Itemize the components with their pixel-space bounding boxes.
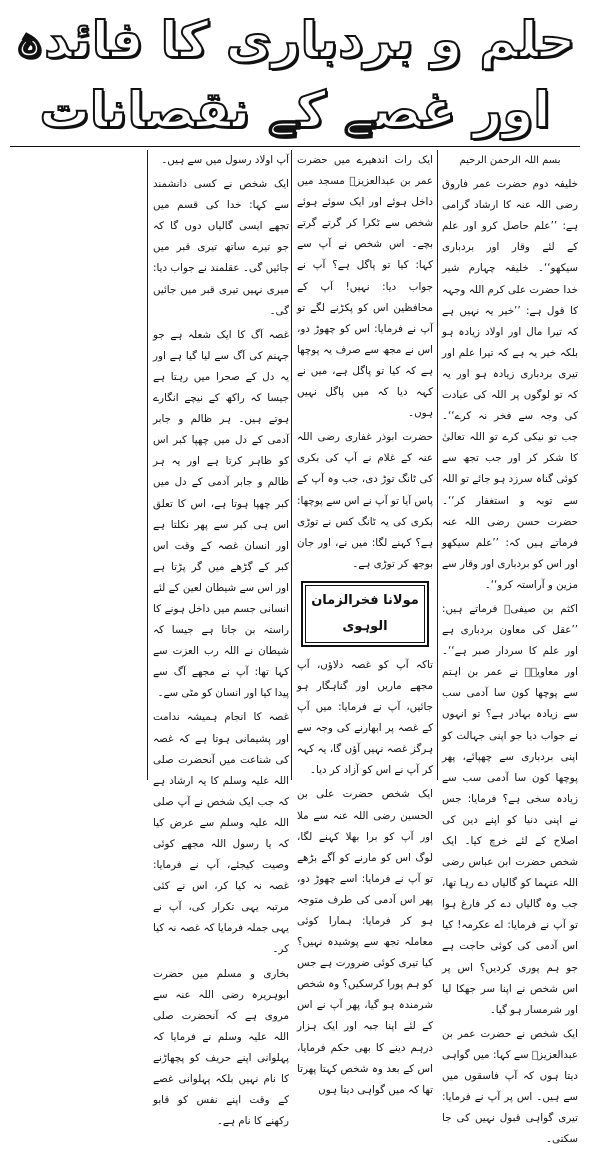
- column-divider: [291, 150, 292, 780]
- column-4: [8, 150, 144, 782]
- paragraph: ایک شخص نے کسی دانشمند سے کہا: خدا کی قسم میں تجھے ایسی گالیاں دوں گا کہ جو تیرے ساتھ تیری قبر میں جائیں گی۔ عقلمند نے جواب دیا: میری نہیں تیری قبر میں جائیں گی۔: [153, 178, 289, 317]
- paragraph: اکثم بن صیفیؒ فرماتے ہیں: ’’عقل کی معاون بردباری ہے اور علم کا سردار صبر ہے‘‘۔ اور معاویہؓ نے عمر بن اہتم سے پوچھا کون سا آدمی سب سے زیادہ بہادر ہے؟ تو انہوں نے جواب دیا جو اپنی جہالت کو اپنی بردباری سے چھپائے، پھر پوچھا کون سا آدمی سب سے زیادہ سخی ہے؟ فرمایا: جس نے اپنی دنیا کو اپنے دین کی اصلاح کے لئے خرچ کیا۔ ایک شخص حضرت ابن عباس رضی اللہ عنہما کو گالیاں دے رہا تھا، جب وہ گالیاں دے کر فارغ ہوا تو آپ نے فرمایا: اے عکرمہ! کیا اس آدمی کی کوئی حاجت ہے جو ہم پوری کردیں؟ اس پر اس شخص نے اپنا سر جھکا لیا اور شرمسار ہو گیا۔: [442, 602, 578, 1016]
- paragraph: غصہ کا انجام ہمیشہ ندامت اور پشیمانی ہوتا ہے کہ غصہ کی شناعت میں آنحضرت صلی اللہ علیہ وسلم کا یہ ارشاد ہے کہ جب ایک شخص نے آپ صلی اللہ علیہ وسلم سے عرض کیا کہ یا رسول اللہ مجھے کوئی وصیت کیجئے، آپ نے فرمایا: غصہ نہ کیا کر، اس نے کئی مرتبہ یہی تکرار کی، آپ نے یہی جملہ فرمایا کہ غصہ نہ کیا کر۔: [153, 711, 289, 956]
- title-line-1: حلم و بردباری کا فائدہ: [14, 11, 576, 69]
- paragraph: آپ اولاد رسول میں سے ہیں۔: [161, 154, 289, 166]
- paragraph: بخاری و مسلم میں حضرت ابوہریرہ رضی اللہ عنہ سے مروی ہے کہ آنحضرت صلی اللہ علیہ وسلم نے فرمایا کہ پہلوانی اپنے حریف کو پچھاڑنے کا نام نہیں بلکہ پہلوانی غصے کے وقت اپنے نفس کو قابو رکھنے کا نام ہے۔: [153, 967, 289, 1128]
- author-box: [301, 581, 429, 647]
- title-divider: [10, 146, 580, 147]
- column-3: [153, 150, 289, 1128]
- column-1: [442, 150, 578, 1146]
- author-name: مولانا فخرالزمان الوہوی: [305, 585, 425, 643]
- column-2: [297, 150, 433, 1096]
- paragraph: غصہ آگ کا ایک شعلہ ہے جو جہنم کی آگ سے لیا گیا ہے اور یہ دل کے صحرا میں رہتا ہے جیسا کہ راکھ کے نیچے انگارے ہوتے ہیں۔ ہر ظالم و جابر آدمی کے دل میں چھپا کبر اس کو ظاہر کرتا ہے اور یہ ہر ظالم و جابر آدمی کے دل میں کبر چھپا ہوتا ہے، اس کا تعلق اس ہی کبر سے پھر نکلتا ہے اور انسان غصہ کے وقت اس کبر کے گڑھے میں گر پڑتا ہے اور اس سے شیطان لعین کے لئے انسانی جسم میں داخل ہونے کا راستہ بن جاتا ہے جیسا کہ شیطان نے اللہ رب العزت سے کہا تھا: آپ نے مجھے آگ سے پیدا کیا اور انسان کو مٹی سے۔: [153, 328, 289, 700]
- column-divider: [437, 150, 438, 780]
- title-line-2: اور غصے کے نقصانات: [39, 81, 551, 139]
- paragraph: تاکہ آپ کو غصہ دلاؤں، آپ مجھے ماریں اور گناہگار ہو جائیں، آپ نے فرمایا: میں آپ کے غصہ پر ابھارنے کی وجہ سے ہرگز غصہ نہیں آؤں گا، یہ کہہ کر آپ نے اس کو آزاد کر دیا۔: [297, 658, 433, 777]
- column-divider: [147, 150, 148, 780]
- paragraph: خلیفہ دوم حضرت عمر فاروق رضی اللہ عنہ کا ارشاد گرامی ہے: ’’علم حاصل کرو اور علم کے لئے وقار اور بردباری سیکھو‘‘۔ خلیفہ چہارم شیر خدا حضرت علی کرم اللہ وجہہ کا قول ہے: ’’خیر یہ نہیں ہے کہ تیرا مال اور اولاد زیادہ ہو بلکہ خیر یہ ہے کہ تیرا علم اور تیری بردباری زیادہ ہو اور یہ کہ تو لوگوں پر اللہ کی عبادت کی وجہ سے فخر نہ کرے‘‘۔ جب تو نیکی کرے تو اللہ تعالیٰ کا شکر کر اور جب تجھ سے کوئی گناہ سرزد ہو جائے تو اللہ سے توبہ و استغفار کر‘‘۔ حضرت حسن رضی اللہ عنہ فرماتے ہیں کہ: ’’علم سیکھو اور اس کو بردباری اور وقار سے مزین و آراستہ کرو‘‘۔: [442, 178, 578, 591]
- basmala: بسم اللہ الرحمن الرحیم: [459, 155, 561, 166]
- paragraph: حضرت ابوذر غفاری رضی اللہ عنہ کے غلام نے آپ کی بکری کی ٹانگ توڑ دی، جب وہ آپ کے پاس آیا تو آپ نے اس سے پوچھا: بکری کی یہ ٹانگ کس نے توڑی ہے؟ کہنے لگا: میں نے، اور جان بوجھ کر توڑی ہے۔: [297, 431, 433, 570]
- paragraph: ایک رات اندھیرے میں حضرت عمر بن عبدالعزیزؒ مسجد میں داخل ہوئے اور ایک سوئے ہوئے شخص سے ٹکرا کر گرتے گرتے بچے۔ اس شخص نے آپ سے کہا: کیا تو پاگل ہے؟ آپ نے جواب دیا: نہیں! آپ کے محافظین اس کو پکڑنے لگے تو آپ نے فرمایا: اس کو چھوڑ دو، اس نے مجھ سے صرف یہ پوچھا ہے کہ کیا تو پاگل ہے، میں نے کہہ دیا کہ میں پاگل نہیں ہوں۔: [297, 154, 433, 420]
- paragraph: ایک شخص نے حضرت عمر بن عبدالعزیزؒ سے کہا: میں گواہی دیتا ہوں کہ آپ فاسقوں میں سے ہیں۔ اس پر آپ نے فرمایا: تیری گواہی قبول نہیں کی جا سکتی۔: [442, 1027, 578, 1146]
- paragraph: ایک شخص حضرت علی بن الحسین رضی اللہ عنہ سے ملا اور آپ کو برا بھلا کہنے لگا، لوگ اس کو مارنے کو آگے بڑھے تو آپ نے فرمایا: اسے چھوڑ دو، پھر اس آدمی کی طرف متوجہ ہو کر فرمایا: ہمارا کوئی معاملہ تجھ سے پوشیدہ نہیں؟ کیا تیری کوئی ضرورت ہے جس کو ہم پورا کرسکیں؟ وہ شخص شرمندہ ہو گیا، پھر آپ نے اس کے لئے اپنا جبہ اور ایک ہزار درہم دینے کا بھی حکم فرمایا، اس کے بعد وہ شخص کہتا پھرتا تھا کہ میں گواہی دیتا ہوں: [297, 788, 433, 1096]
